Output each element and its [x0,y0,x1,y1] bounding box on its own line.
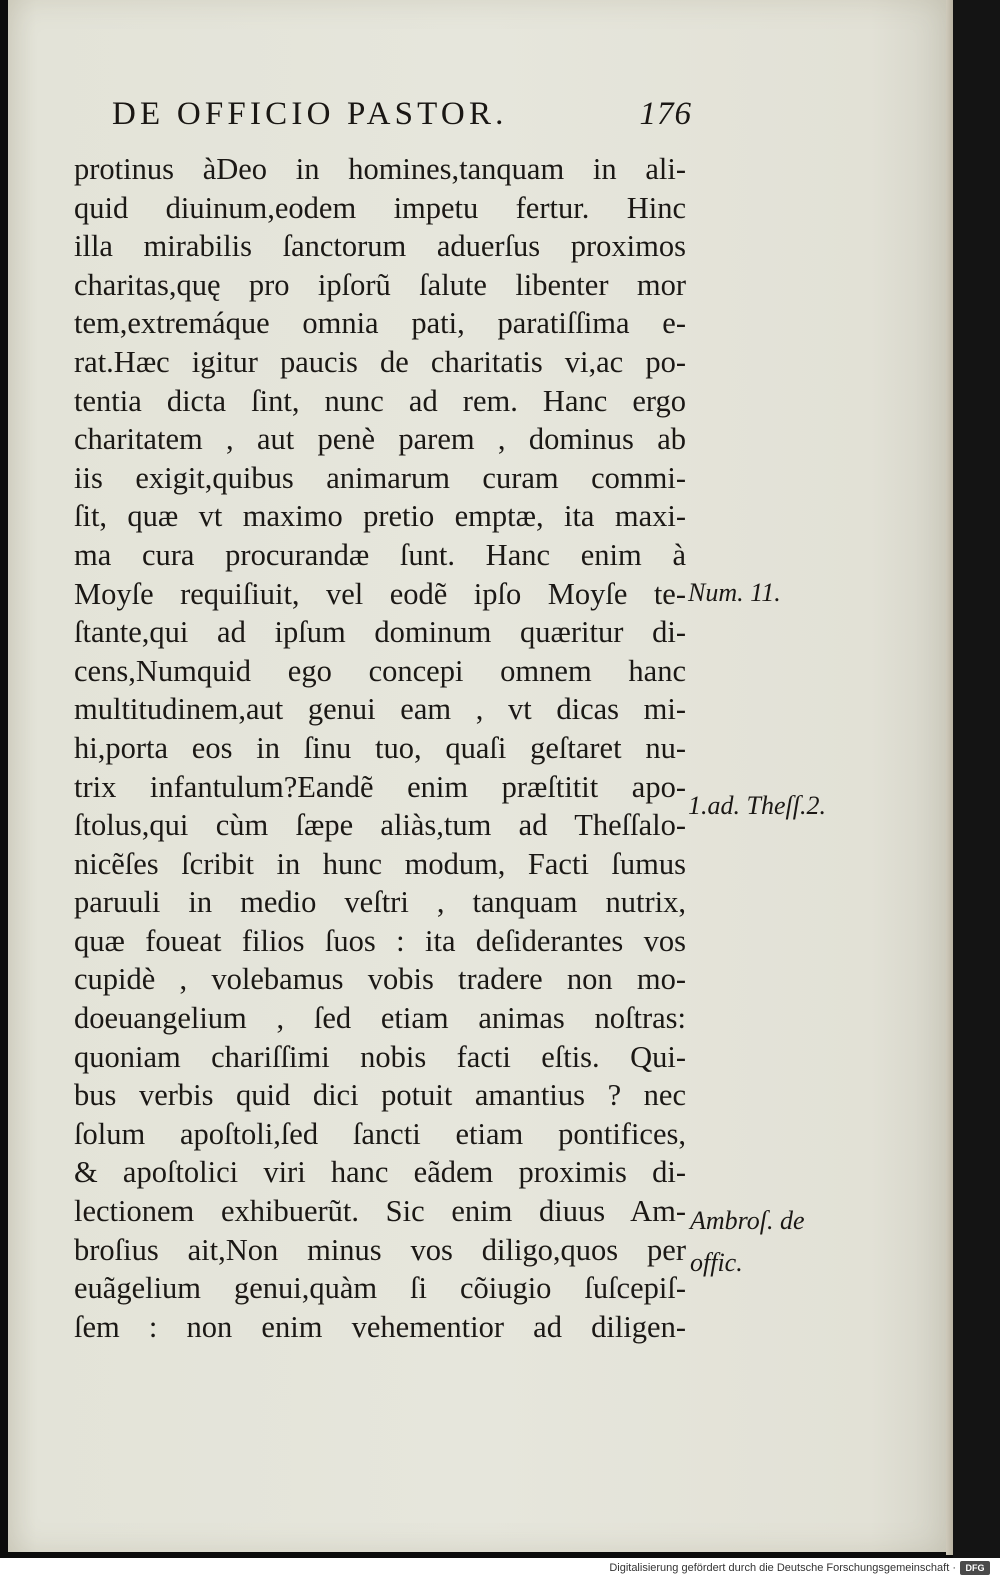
footer-bar [0,1558,1000,1580]
text-line: doeuangelium , ſed etiam animas noſtras: [74,1001,686,1036]
text-line: charitatem , aut penè parem , dominus ab [74,422,686,457]
text-line: lectionem exhibuerũt. Sic enim diuus Am- [74,1194,686,1229]
text-line: ſolum apoſtoli,ſed ſancti etiam pontifices, [74,1116,686,1151]
text-line: ma cura procurandæ ſunt. Hanc enim à [74,537,686,572]
text-line: nicẽſes ſcribit in hunc modum, Facti ſumus [74,846,686,881]
text-line: hi,porta eos in ſinu tuo, quaſi geſtaret nu- [74,730,686,765]
text-line: illa mirabilis ſanctorum aduerſus proximos [74,229,686,264]
text-line: broſius ait,Non minus vos diligo,quos per [74,1232,686,1267]
text-line: charitas,quę pro ipſorũ ſalute libenter mor [74,267,686,302]
text-line: ſit, quæ vt maximo pretio emptæ, ita maxi- [74,499,686,534]
running-head [112,96,692,142]
text-line: & apoſtolici viri hanc eãdem proximis di- [74,1155,686,1190]
text-line: paruuli in medio veſtri , tanquam nutrix, [74,885,686,920]
text-line: bus verbis quid dici potuit amantius ? nec [74,1078,686,1113]
page-edge [946,0,953,1555]
text-line: protinus àDeo in homines,tanquam in ali- [74,152,686,186]
text-line: quid diuinum,eodem impetu fertur. Hinc [74,190,686,225]
text-line: ſem : non enim vehementior ad diligen- [74,1309,686,1344]
margin-note-num: Num. 11. [688,578,781,607]
text-line: ſtante,qui ad ipſum dominum quæritur di- [74,615,686,650]
margin-note-offic: offic. [690,1248,743,1277]
text-line: quæ foueat filios ſuos : ita deſiderantes vos [74,923,686,958]
text-line: tem,extremáque omnia pati, paratiſſima e- [74,306,686,341]
text-line: quoniam chariſſimi nobis facti eſtis. Qui- [74,1039,686,1074]
text-line: ſtolus,qui cùm ſæpe aliàs,tum ad Theſſalo- [74,808,686,843]
text-line: multitudinem,aut genui eam , vt dicas mi- [74,692,686,727]
body-text [74,150,686,1346]
footer-credit: Digitalisierung gefördert durch die Deutsche Forschungsgemeinschaft · [609,1562,956,1574]
folio-number: 176 [639,96,692,132]
book-page [8,0,946,1552]
dfg-logo-icon: DFG [960,1561,990,1575]
text-line: rat.Hæc igitur paucis de charitatis vi,ac po- [74,344,686,379]
margin-note-ambros: Ambroſ. de [690,1206,805,1235]
scan-border [953,0,1000,1558]
text-line: euãgelium genui,quàm ſi cõiugio ſuſcepiſ- [74,1271,686,1306]
text-line: cens,Numquid ego concepi omnem hanc [74,653,686,688]
text-line: cupidè , volebamus vobis tradere non mo- [74,962,686,997]
text-line: Moyſe requiſiuit, vel eodẽ ipſo Moyſe te- [74,576,686,611]
margin-note-thess: 1.ad. Theſſ.2. [688,791,826,820]
text-line: iis exigit,quibus animarum curam commi- [74,460,686,495]
text-line: tentia dicta ſint, nunc ad rem. Hanc ergo [74,383,686,418]
text-line: trix infantulum?Eandẽ enim præſtitit apo- [74,769,686,804]
running-head-title: DE OFFICIO PASTOR. [112,96,508,132]
